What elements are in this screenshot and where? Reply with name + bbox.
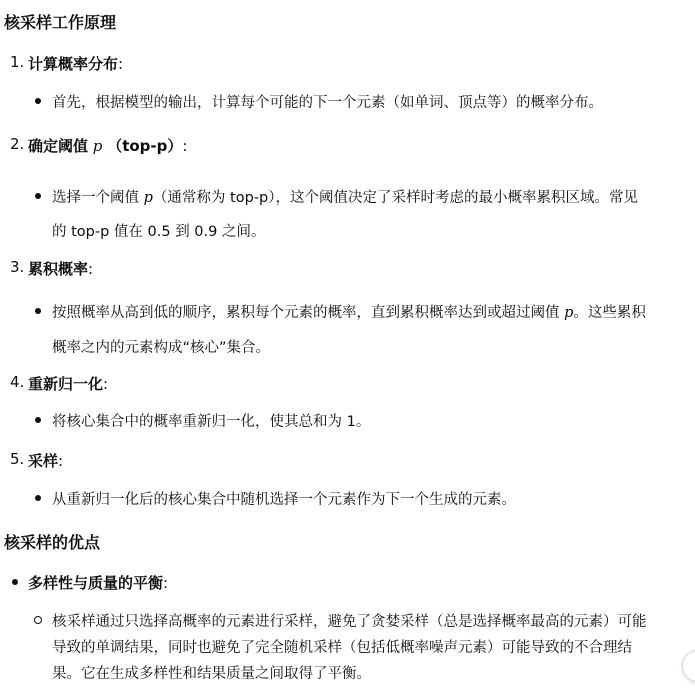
scroll-to-bottom-button[interactable] [682,650,695,682]
step-title-5 [28,450,63,471]
step-2-bullet-line-2: 的 top-p 值在 0.5 到 0.9 之间。 [52,224,266,240]
sub-bullet-circle [34,616,42,624]
step-number-5: 5. [10,450,25,468]
step-colon: : [182,137,188,155]
step-1-bullet-text: 首先，根据模型的输出，计算每个可能的下一个元素（如单词、顶点等）的概率分布。 [52,95,603,111]
step-number-1: 1. [10,53,25,71]
step-title-text-suffix: （top-p） [107,137,183,155]
text-segment: （通常称为 top-p），这个阈值决定了采样时考虑的最小概率累积区域。常见 [152,190,638,206]
step-number-4: 4. [10,373,25,391]
bullet-dot [35,98,41,104]
step-colon: : [58,452,64,470]
advantage-line-2: 导致的单调结果，同时也避免了完全随机采样（包括低概率噪声元素）可能导致的不合理结 [52,640,632,656]
text-segment: 。这些累积 [573,305,646,321]
step-title-text: 确定阈值 [28,137,89,155]
step-2-bullet-line-1 [52,186,638,207]
advantage-line-3: 果。它在生成多样性和结果质量之间取得了平衡。 [52,666,371,682]
math-p: p [92,137,103,155]
step-number-2: 2. [10,135,25,153]
math-p: p [143,190,153,206]
step-title-text: 重新归一化 [28,375,104,393]
step-title-2 [28,135,187,156]
step-title-text: 累积概率 [28,260,89,278]
bullet-dot [35,193,41,199]
step-title-1 [28,53,123,74]
step-colon: : [118,55,124,73]
step-number-3: 3. [10,258,25,276]
bullet-dot [35,308,41,314]
text-segment: 选择一个阈值 [52,190,139,206]
advantage-title-text: 多样性与质量的平衡 [28,574,164,592]
step-colon: : [88,260,94,278]
step-title-4 [28,373,108,394]
step-title-text: 计算概率分布 [28,55,119,73]
math-p: p [564,305,574,321]
step-3-bullet-line-1 [52,301,646,322]
bullet-dot [12,579,18,585]
advantage-colon: : [163,574,169,592]
section-heading-advantages: 核采样的优点 [4,533,101,552]
bullet-dot [35,417,41,423]
text-segment: 按照概率从高到低的顺序，累积每个元素的概率，直到累积概率达到或超过阈值 [52,305,560,321]
advantage-line-1: 核采样通过只选择高概率的元素进行采样，避免了贪婪采样（总是选择概率最高的元素）可能 [52,614,647,630]
step-title-text: 采样 [28,452,59,470]
section-heading-how-it-works: 核采样工作原理 [4,13,117,32]
advantage-item-title [28,572,168,593]
step-5-bullet-text: 从重新归一化后的核心集合中随机选择一个元素作为下一个生成的元素。 [52,492,516,508]
step-4-bullet-text: 将核心集合中的概率重新归一化，使其总和为 1。 [52,414,371,430]
step-3-bullet-line-2: 概率之内的元素构成“核心”集合。 [52,340,271,356]
step-colon: : [103,375,109,393]
step-title-3 [28,258,93,279]
bullet-dot [35,495,41,501]
